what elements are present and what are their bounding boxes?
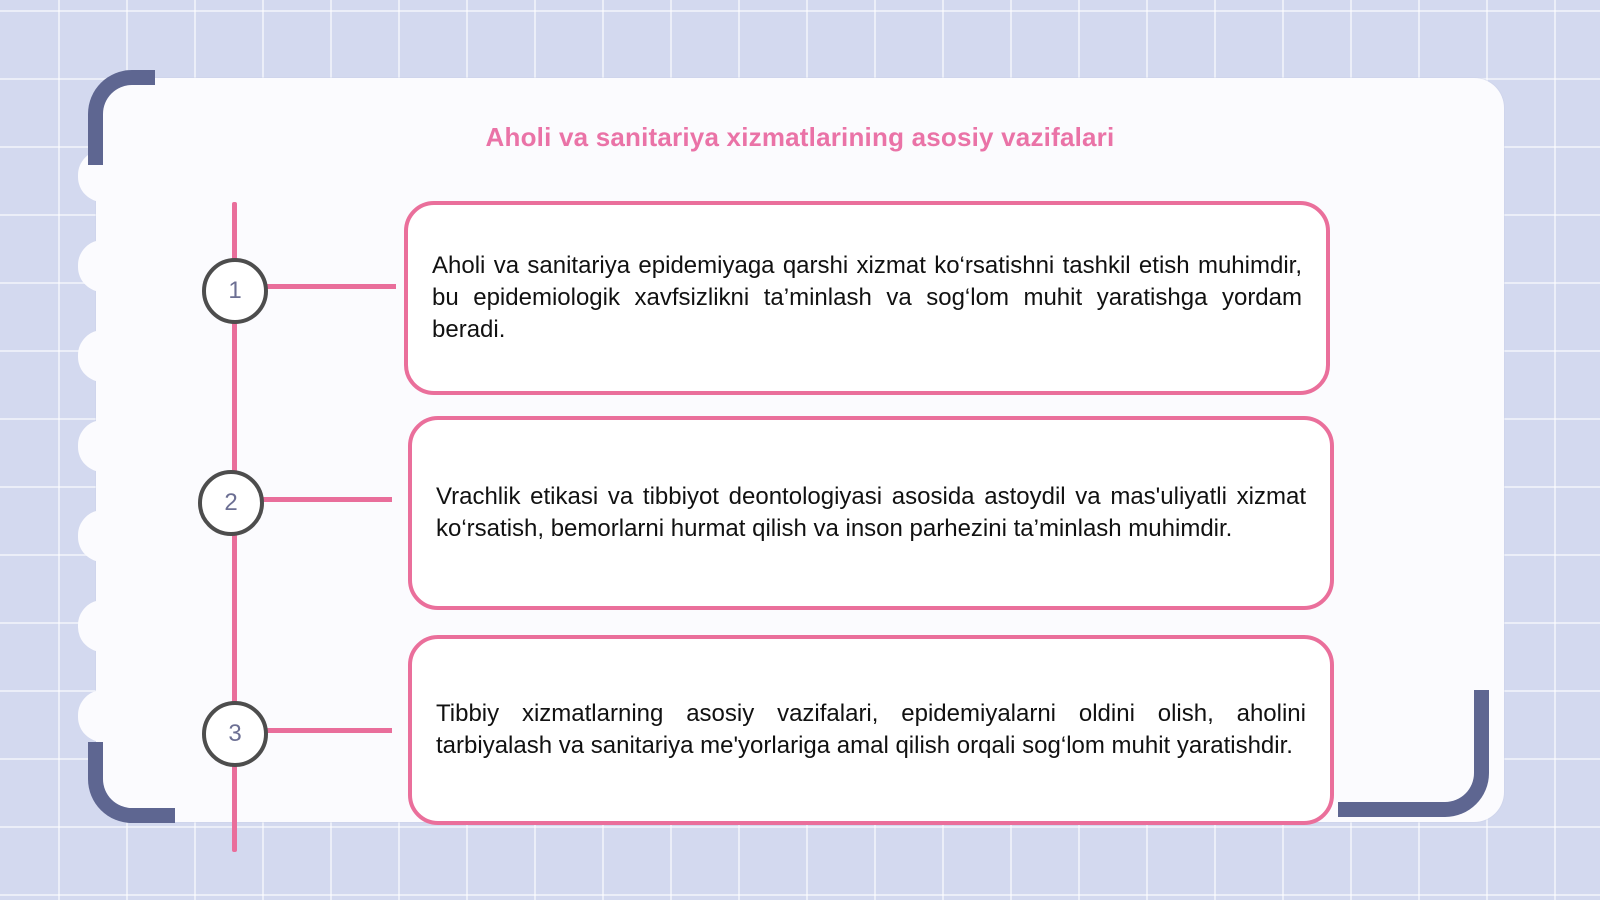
notebook-tab — [78, 600, 128, 652]
timeline-connector — [266, 728, 392, 733]
step-card — [404, 201, 1330, 395]
step-text: Tibbiy xizmatlarning asosiy vazifalari, epidemiyalarni oldini olish, aholini tarbiyalash va sanitariya me'yorlariga amal qilish orqali sog‘lom muhit yaratishdir. — [436, 700, 1306, 759]
step-card — [408, 416, 1334, 610]
timeline-connector — [262, 497, 392, 502]
step-text: Vrachlik etikasi va tibbiyot deontologiyasi asosida astoydil va mas'uliyatli xizmat ko‘rsatish, bemorlarni hurmat qilish va inson parhezini ta’minlash muhimdir. — [436, 483, 1306, 542]
notebook-tab — [78, 330, 128, 382]
notebook-tab — [78, 420, 128, 472]
notebook-tab — [78, 240, 128, 292]
timeline-connector — [266, 284, 396, 289]
step-number-circle: 1 — [202, 258, 268, 324]
notebook-tab — [78, 690, 128, 742]
slide-title: Aholi va sanitariya xizmatlarining asosiy vazifalari — [485, 122, 1115, 152]
step-number-circle: 2 — [198, 470, 264, 536]
step-text: Aholi va sanitariya epidemiyaga qarshi xizmat ko‘rsatishni tashkil etish muhimdir, bu epidemiologik xavfsizlikni ta’minlash va sog‘lom muhit yaratishga yordam beradi. — [432, 252, 1302, 343]
step-number-circle: 3 — [202, 701, 268, 767]
step-card — [408, 635, 1334, 825]
frame-corner-bottom-left — [88, 742, 175, 823]
notebook-tab — [78, 510, 128, 562]
frame-corner-bottom-right — [1338, 690, 1489, 817]
